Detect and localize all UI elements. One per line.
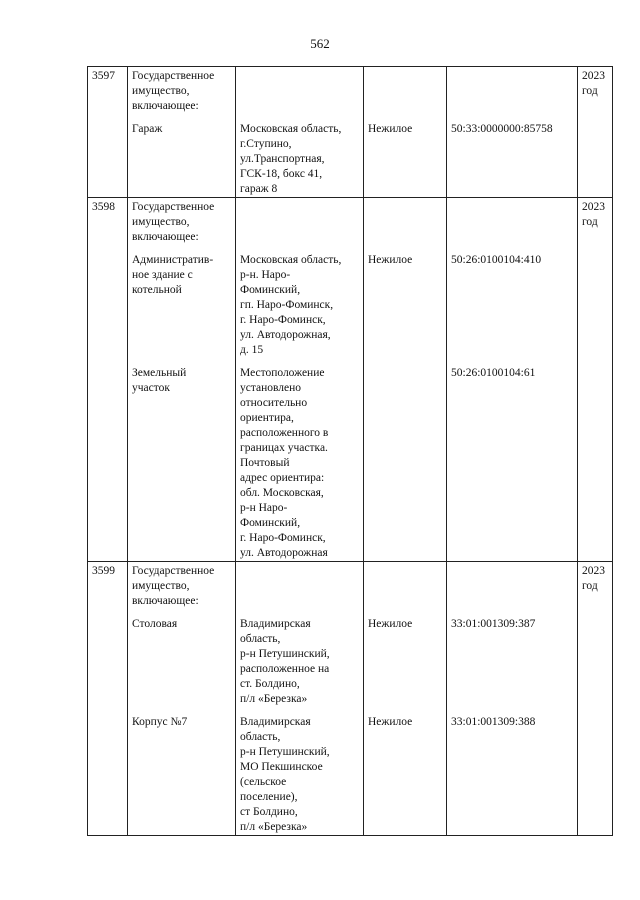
year-cell: 2023 год [578,67,613,115]
number-cell [88,114,128,198]
table-row [88,198,613,246]
type-cell [364,198,447,246]
year-cell [578,609,613,707]
object-type [364,358,447,562]
table-row [88,562,613,610]
object-address: Местоположение установлено относительно ориентира, расположенного в границах участка. Почтовый адрес ориентира: обл. Московская, р-н Наро- Фоминский, г. Наро-Фоминск, ул. Автодорожная [236,358,364,562]
cadastral-number: 50:26:0100104:410 [447,245,578,358]
object-address: Владимирская область, р-н Петушинский, расположенное на ст. Болдино, п/л «Березка» [236,609,364,707]
object-address: Московская область, г.Ступино, ул.Транспортная, ГСК-18, бокс 41, гараж 8 [236,114,364,198]
year-cell [578,707,613,836]
table-row [88,609,613,707]
number-cell [88,245,128,358]
type-cell [364,562,447,610]
object-name: Столовая [128,609,236,707]
object-name: Гараж [128,114,236,198]
cadastral-cell [447,198,578,246]
object-type: Нежилое [364,707,447,836]
object-address: Владимирская область, р-н Петушинский, МО Пекшинское (сельское поселение), ст Болдино, п/л «Березка» [236,707,364,836]
cadastral-number: 50:33:0000000:85758 [447,114,578,198]
year-cell [578,245,613,358]
row-number: 3598 [88,198,128,246]
object-name: Корпус №7 [128,707,236,836]
address-cell [236,198,364,246]
type-cell [364,67,447,115]
object-type: Нежилое [364,114,447,198]
year-cell [578,114,613,198]
number-cell [88,609,128,707]
object-type: Нежилое [364,245,447,358]
cadastral-number: 50:26:0100104:61 [447,358,578,562]
page-number: 562 [310,36,330,51]
object-type: Нежилое [364,609,447,707]
cadastral-cell [447,67,578,115]
row-number: 3597 [88,67,128,115]
number-cell [88,707,128,836]
address-cell [236,67,364,115]
number-cell [88,358,128,562]
table-row [88,67,613,115]
cadastral-number: 33:01:001309:388 [447,707,578,836]
object-address: Московская область, р-н. Наро- Фоминский, гп. Наро-Фоминск, г. Наро-Фоминск, ул. Автодорожная, д. 15 [236,245,364,358]
year-cell: 2023 год [578,198,613,246]
year-cell: 2023 год [578,562,613,610]
group-header-text: Государственное имущество, включающее: [128,67,236,115]
property-registry-table [87,66,613,836]
table-row [88,358,613,562]
address-cell [236,562,364,610]
table-row [88,114,613,198]
row-number: 3599 [88,562,128,610]
object-name: Земельный участок [128,358,236,562]
group-header-text: Государственное имущество, включающее: [128,562,236,610]
group-header-text: Государственное имущество, включающее: [128,198,236,246]
cadastral-number: 33:01:001309:387 [447,609,578,707]
table-row [88,707,613,836]
object-name: Административ- ное здание с котельной [128,245,236,358]
cadastral-cell [447,562,578,610]
year-cell [578,358,613,562]
table-row [88,245,613,358]
